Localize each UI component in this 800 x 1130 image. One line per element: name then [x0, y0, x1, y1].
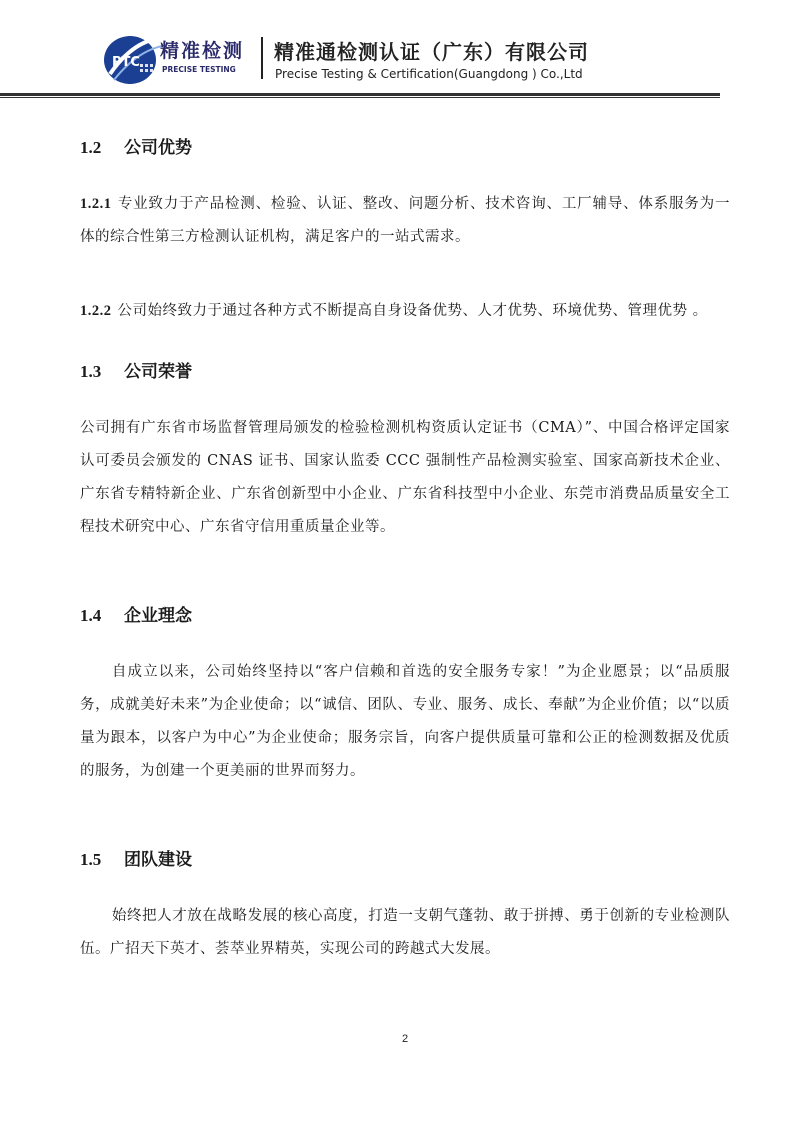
- subsection-number: 1.2.1: [80, 196, 112, 212]
- section-heading-1-4: [80, 601, 380, 626]
- section-number: 1.2: [80, 138, 102, 157]
- subsection-number: 1.2.2: [80, 303, 112, 319]
- ptc-logo-icon: [100, 30, 162, 86]
- header-rule-thick: [0, 93, 720, 96]
- company-name-en: Precise Testing & Certification(Guangdong ) Co.,Ltd: [275, 67, 583, 81]
- paragraph-text: 公司始终致力于通过各种方式不断提高自身设备优势、人才优势、环境优势、管理优势 。: [117, 303, 708, 319]
- header-divider: [261, 37, 263, 79]
- paragraph-1-2-2: [80, 295, 730, 328]
- section-number: 1.5: [80, 850, 102, 869]
- header-rule-thin: [0, 97, 720, 98]
- company-name-cn: 精准通检测认证（广东）有限公司: [274, 40, 589, 64]
- logo-english-name: PRECISE TESTING: [162, 65, 236, 74]
- logo-chinese-name: 精准检测: [160, 40, 245, 62]
- paragraph-1-3: 公司拥有广东省市场监督管理局颁发的检验检测机构资质认定证书（CMA）”、中国合格评定国家认可委员会颁发的 CNAS 证书、国家认监委 CCC 强制性产品检测实验室、国家高新技术企业、广东省专精特新企业、广东省创新型中小企业、广东省科技型中小企业、东莞市消费品质量安全工程技术研究中心、广东省守信用重质量企业等。: [80, 420, 730, 535]
- page-header: [0, 0, 800, 100]
- section-title: 公司优势: [124, 138, 192, 158]
- section-title: 团队建设: [124, 850, 192, 870]
- paragraph-text: 专业致力于产品检测、检验、认证、整改、问题分析、技术咨询、工厂辅导、体系服务为一体的综合性第三方检测认证机构，满足客户的一站式需求。: [80, 196, 730, 245]
- paragraph-1-4: 自成立以来，公司始终坚持以“客户信赖和首选的安全服务专家！”为企业愿景；以“品质服务，成就美好未来”为企业使命；以“诚信、团队、专业、服务、成长、奉献”为企业价值；以“以质量为跟本，以客户为中心”为企业使命；服务宗旨，向客户提供质量可靠和公正的检测数据及优质的服务，为创建一个更美丽的世界而努力。: [80, 664, 730, 779]
- page-number: 2: [401, 1033, 409, 1045]
- section-heading-1-5: [80, 845, 380, 870]
- section-number: 1.4: [80, 606, 102, 625]
- section-heading-1-3: [80, 357, 380, 382]
- paragraph-1-5: 始终把人才放在战略发展的核心高度，打造一支朝气蓬勃、敢于拼搏、勇于创新的专业检测队伍。广招天下英才、荟萃业界精英，实现公司的跨越式大发展。: [80, 908, 730, 957]
- section-number: 1.3: [80, 362, 102, 381]
- paragraph-1-2-1: [80, 188, 730, 254]
- section-title: 企业理念: [124, 606, 192, 626]
- section-title: 公司荣誉: [124, 362, 192, 382]
- section-heading-1-2: [80, 133, 380, 158]
- logo-letters: PTC: [112, 55, 140, 70]
